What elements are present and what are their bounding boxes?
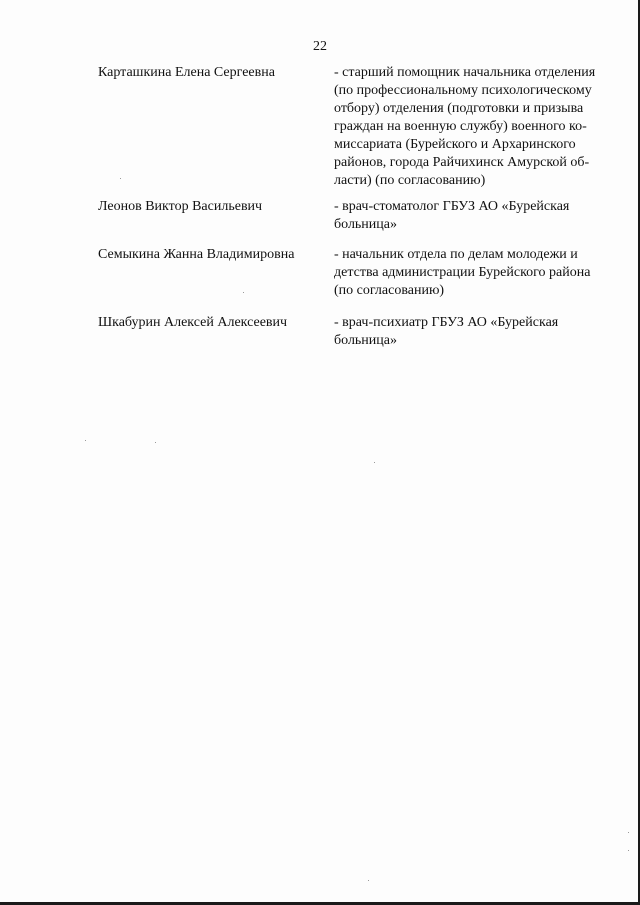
member-name: Карташкина Елена Сергеевна — [98, 65, 275, 80]
member-name: Леонов Виктор Васильевич — [98, 199, 263, 214]
member-name: Шкабурин Алексей Алексеевич — [98, 315, 288, 330]
member-role — [334, 314, 600, 350]
scan-speck — [628, 832, 629, 833]
scan-speck — [243, 292, 244, 293]
role-line: больница» — [334, 217, 397, 232]
scan-speck — [120, 178, 121, 179]
page-number: 22 — [313, 39, 327, 54]
role-line: - начальник отдела по делам молодежи и — [334, 247, 578, 262]
role-line: детства администрации Бурейского района — [334, 265, 591, 280]
role-line: - старший помощник начальника отделения — [334, 65, 596, 80]
role-line: отбору) отделения (подготовки и призыва — [334, 101, 584, 116]
role-line: миссариата (Бурейского и Архаринского — [334, 137, 576, 152]
scan-speck — [155, 442, 156, 443]
member-name: Семыкина Жанна Владимировна — [98, 247, 295, 262]
member-role — [334, 246, 600, 300]
role-line: ласти) (по согласованию) — [334, 173, 486, 188]
role-line: больница» — [334, 333, 397, 348]
role-line: граждан на военную службу) военного ко- — [334, 119, 587, 134]
role-line: (по профессиональному психологическому — [334, 83, 592, 98]
member-role — [334, 64, 600, 190]
role-line: - врач-стоматолог ГБУЗ АО «Бурейская — [334, 199, 570, 214]
member-role — [334, 198, 600, 234]
role-line: районов, города Райчихинск Амурской об- — [334, 155, 590, 170]
scan-speck — [368, 880, 369, 881]
role-line: - врач-психиатр ГБУЗ АО «Бурейская — [334, 315, 559, 330]
role-line: (по согласованию) — [334, 283, 445, 298]
scan-speck — [374, 462, 375, 463]
scan-speck — [85, 440, 86, 441]
scan-speck — [628, 850, 629, 851]
